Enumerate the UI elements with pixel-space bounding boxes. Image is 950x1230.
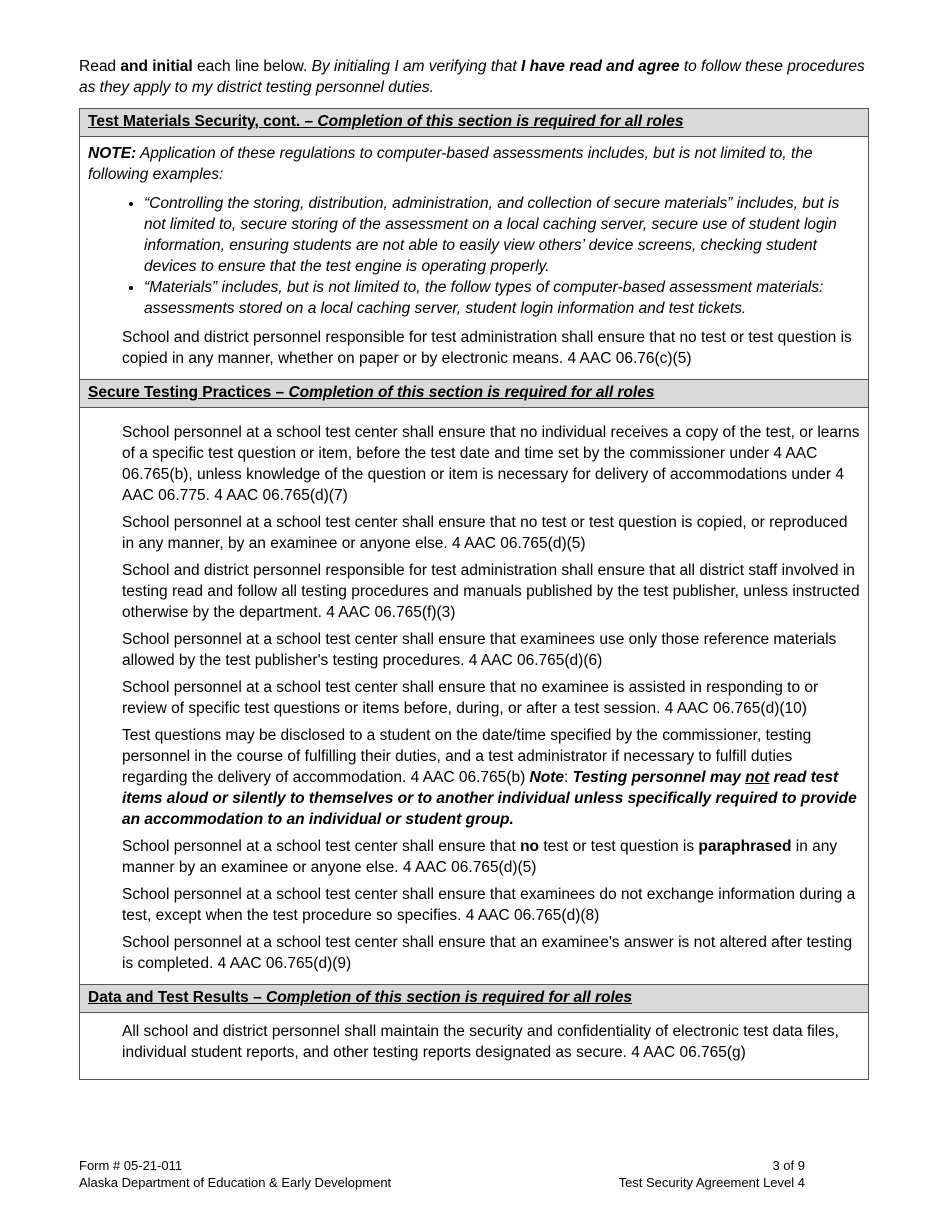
note-text: Application of these regulations to computer-based assessments includes, but is not limited to, the following examples: [88,145,813,183]
footer-right [580,1157,805,1191]
note-label: NOTE: [88,145,137,162]
section1-title: Test Materials Security, cont. – [88,113,318,130]
section-header-data-results [80,984,868,1013]
intro-each-line: each line below. [192,58,312,75]
agreement-line: School personnel at a school test center shall ensure that an examinee's answer is not altered after testing is completed. 4 AAC 06.765(d)(9) [122,934,853,972]
disclosure-note-label: Note [529,769,564,786]
computer-based-note [88,143,862,185]
section3-title: Data and Test Results – [88,989,267,1006]
list-item: • “Controlling the storing, distribution, administration, and collection of secure materials” includes, but is not limited to, secure storing of the assessment on a local caching server, secure use of student login information, ensuring students are not able to easily view others’ device screens, checking student devices to ensure that the test engine is operating properly. [144,193,862,277]
section-header-secure-testing [80,379,868,408]
agreement-line: School and district personnel responsible for test administration shall ensure that all district staff involved in testing read and follow all testing procedures and manuals published by the test publisher, unless instructed otherwise by the department. 4 AAC 06.765(f)(3) [122,562,860,621]
intro-read-agree: I have read and agree [520,58,680,75]
paraphrase-b: test or test question is [539,838,699,855]
disclosure-text: Test questions may be disclosed to a student on the date/time specified by the commissioner, testing personnel in the course of fulfilling their duties, and a test administrator if necessary to fulfill duties regarding the delivery of accommodation. 4 AAC 06.765(b) [122,727,812,786]
agreement-line: All school and district personnel shall maintain the security and confidentiality of electronic test data files, individual student reports, and other testing reports designated as secure. 4 AAC 06.765(g) [122,1023,839,1061]
intro-by-initialing: By initialing I am verifying that [311,58,521,75]
list-item: • “Materials” includes, but is not limited to, the follow types of computer-based assessment materials: assessments stored on a local caching server, student login information and test tickets. [144,277,862,319]
agreement-line: School personnel at a school test center shall ensure that no individual receives a copy of the test, or learns of a specific test question or item, before the test date and time set by the commissioner under 4 AAC 06.765(b), unless knowledge of the question or item is necessary for delivery of accommodations under 4 AAC 06.775. 4 AAC 06.765(d)(7) [122,424,860,504]
paraphrase-no: no [520,838,540,855]
footer-left [79,1157,391,1191]
document-title: Test Security Agreement Level 4 [618,1175,805,1190]
form-number: Form # 05-21-011 [79,1158,183,1173]
section-body-test-materials [80,137,868,379]
paraphrase-paraphrased: paraphrased [698,838,792,855]
agreement-line: School personnel at a school test center shall ensure that examinees do not exchange information during a test, except when the test procedure so specifies. 4 AAC 06.765(d)(8) [122,886,856,924]
section-body-secure-testing [80,408,868,984]
disclosure-bold-a: Testing personnel may [572,769,746,786]
agreement-line-disclosure [122,725,862,830]
section-body-data-results [80,1013,868,1079]
intro-follow: to follow these procedures as they apply to my district testing personnel duties. [79,58,865,96]
paraphrase-c: in any manner by an examinee or anyone else. 4 AAC 06.765(d)(5) [122,838,838,876]
examples-list [88,193,862,319]
document-page [79,56,869,1080]
agreement-line: School and district personnel responsible for test administration shall ensure that no test or test question is copied in any manner, whether on paper or by electronic means. 4 AAC 06.76(c)(5) [122,329,852,367]
agreement-line: School personnel at a school test center shall ensure that examinees use only those reference materials allowed by the test publisher's testing procedures. 4 AAC 06.765(d)(6) [122,631,837,669]
page-number: 3 of 9 [772,1158,805,1173]
section2-title: Secure Testing Practices – [88,384,289,401]
intro-instructions [79,56,869,98]
disclosure-bold-b: read test items aloud or silently to themselves or to another individual unless specifically required to provide an accommodation to an individual or student group. [122,769,857,828]
section2-subtitle: Completion of this section is required for all roles [288,384,655,401]
section1-subtitle: Completion of this section is required for all roles [317,113,684,130]
section3-subtitle: Completion of this section is required for all roles [266,989,633,1006]
agreement-line: School personnel at a school test center shall ensure that no examinee is assisted in responding to or review of specific test questions or items before, during, or after a test session. 4 AAC 06.765(d)(10) [122,679,819,717]
agreement-line: School personnel at a school test center shall ensure that no test or test question is copied, or reproduced in any manner, by an examinee or anyone else. 4 AAC 06.765(d)(5) [122,514,848,552]
disclosure-not: not [745,769,770,786]
disclosure-colon: : [564,769,573,786]
agreement-table [79,108,869,1080]
department-name: Alaska Department of Education & Early Development [79,1175,392,1190]
paraphrase-a: School personnel at a school test center shall ensure that [122,838,521,855]
intro-and-initial: and initial [120,58,193,75]
section-header-test-materials [80,109,868,137]
intro-read: Read [79,58,121,75]
agreement-line-paraphrase [122,836,862,878]
